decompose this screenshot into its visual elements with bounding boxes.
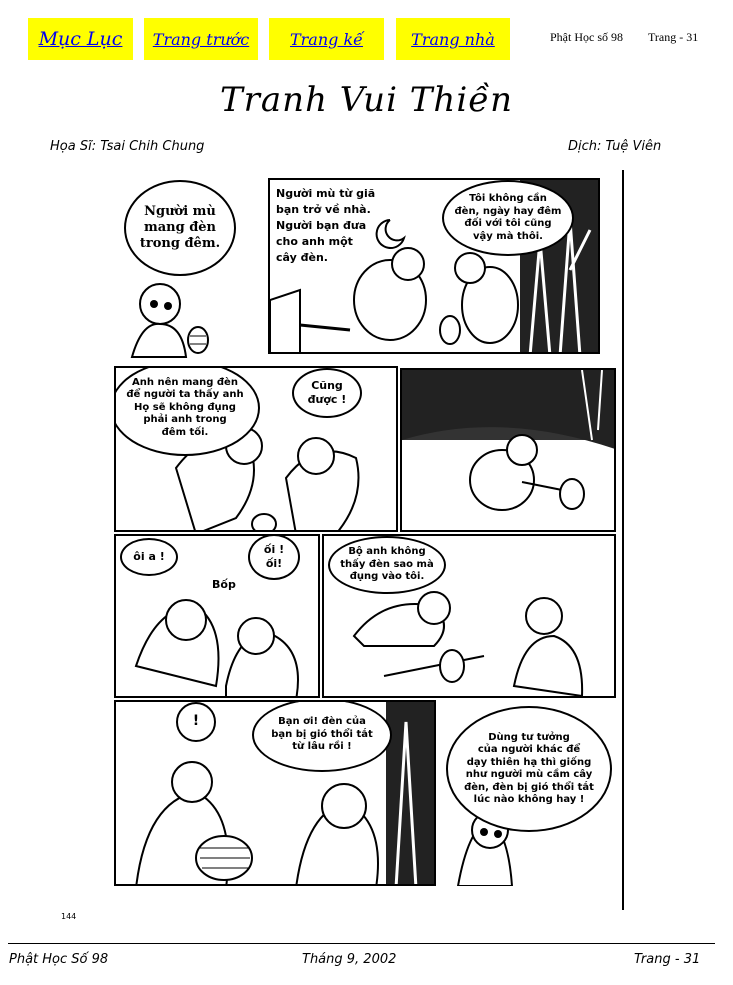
speech-bubble: Dùng tư tưởng của người khác để dạy thiên hạ thì giống như người mù cầm cây đèn, đèn bị gió thổi tắt lúc nào không hay !	[446, 706, 612, 832]
speech-bubble: ôi a !	[120, 538, 178, 576]
speech-bubble: Cũng được !	[292, 368, 362, 418]
blind-man-illustration	[112, 172, 264, 362]
sound-effect: Bốp	[212, 578, 236, 591]
comic-panel-6	[322, 534, 616, 698]
credit-artist: Họa Sĩ: Tsai Chih Chung	[50, 139, 205, 154]
header-issue: Phật Học số 98	[550, 30, 623, 44]
speech-bubble: Người mù mang đèn trong đêm.	[124, 180, 236, 276]
speech-bubble: Tôi không cần đèn, ngày hay đêm đối với tôi cũng vậy mà thôi.	[442, 180, 574, 256]
vertical-rule	[622, 170, 624, 910]
speech-bubble: !	[176, 702, 216, 742]
speech-bubble: ối ! ối!	[248, 534, 300, 580]
nav-next-link[interactable]: Trang kế	[269, 18, 384, 60]
header-page: Trang - 31	[648, 30, 699, 44]
nav-prev-link[interactable]: Trang trước	[144, 18, 258, 60]
book-page-number: 144	[61, 912, 77, 921]
comic-panel-1	[112, 172, 264, 362]
comic-panel-7	[114, 700, 436, 886]
speech-bubble: Bạn ơi! đèn của bạn bị gió thổi tắt từ lâu rồi !	[252, 700, 392, 772]
footer-date: Tháng 9, 2002	[302, 952, 397, 967]
footer-divider	[8, 943, 715, 944]
footer-page: Trang - 31	[634, 952, 701, 967]
nav-toc-link[interactable]: Mục Lục	[28, 18, 133, 60]
comic-panel-4	[400, 368, 616, 532]
comic-panel-2	[268, 178, 600, 354]
speech-bubble: Anh nên mang đèn để người ta thấy anh Họ sẽ không đụng phải anh trong đêm tối.	[114, 366, 260, 456]
comic-panel-8	[438, 700, 616, 886]
credit-translator: Dịch: Tuệ Viên	[568, 139, 662, 154]
footer-issue: Phật Học Số 98	[9, 952, 109, 967]
narration-caption: Người mù từ giã bạn trở về nhà. Người bạn đưa cho anh một cây đèn.	[276, 187, 376, 264]
nav-home-link[interactable]: Trang nhà	[396, 18, 510, 60]
speech-bubble: Bộ anh không thấy đèn sao mà đụng vào tôi.	[328, 536, 446, 594]
comic-panel-3	[114, 366, 398, 532]
page-title: Tranh Vui Thiền	[219, 80, 514, 120]
comic-panel-5	[114, 534, 320, 698]
